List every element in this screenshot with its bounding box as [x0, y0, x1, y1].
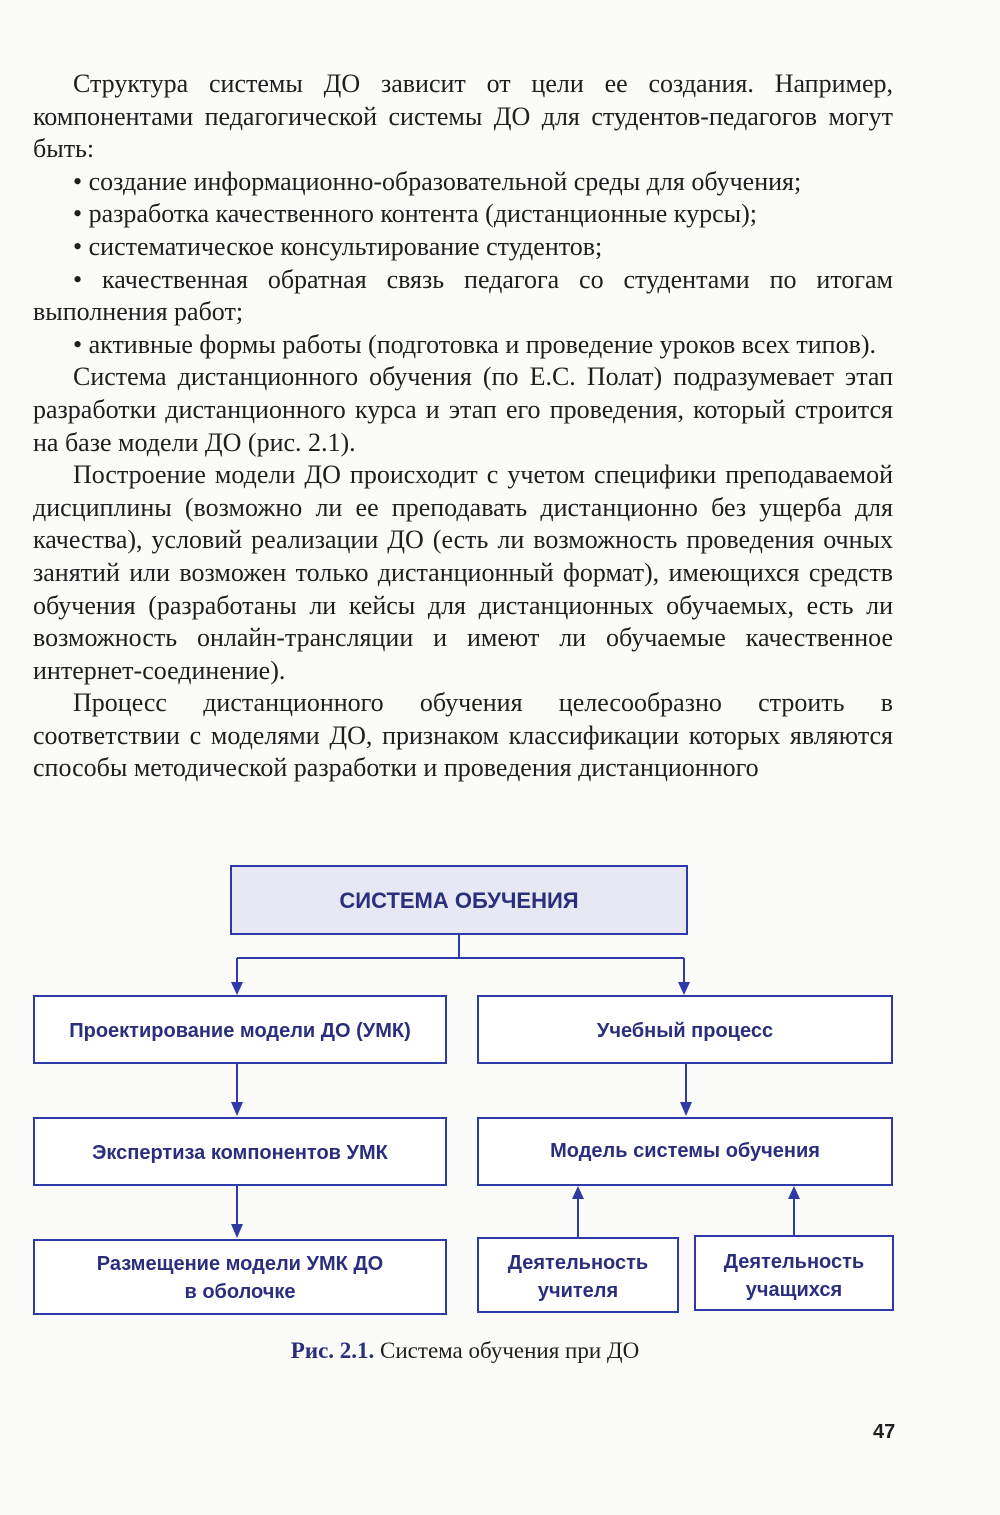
diagram-title: СИСТЕМА ОБУЧЕНИЯ	[339, 888, 579, 913]
bullet-item: • создание информационно-образовательной среды для обучения;	[33, 166, 893, 199]
label-placement-line2: в оболочке	[184, 1281, 296, 1303]
figure-caption	[0, 1338, 930, 1364]
learning-system-diagram	[0, 850, 1000, 1330]
label-expertise: Экспертиза компонентов УМК	[92, 1142, 388, 1164]
figure-caption-text: Система обучения при ДО	[380, 1338, 640, 1363]
arrow-down-icon	[231, 1102, 243, 1116]
label-teacher-line2: учителя	[537, 1280, 619, 1302]
page-number: 47	[873, 1421, 896, 1443]
arrow-up-icon	[572, 1186, 584, 1199]
label-learning-process: Учебный процесс	[596, 1020, 774, 1042]
paragraph-intro: Структура системы ДО зависит от цели ее создания. Например, компонентами педагогической системы ДО для студентов-педагогов могут быть:	[33, 69, 893, 164]
bullet-item: • разработка качественного контента (дистанционные курсы);	[33, 198, 893, 231]
body-text	[33, 68, 893, 785]
label-students-line1: Деятельность	[723, 1251, 865, 1273]
arrow-down-icon	[231, 982, 243, 995]
paragraph-polat: Система дистанционного обучения (по Е.С. Полат) подразумевает этап разработки дистанционного курса и этап его проведения, который строится на базе модели ДО (рис. 2.1).	[33, 362, 893, 457]
bullet-item: • систематическое консультирование студентов;	[33, 231, 893, 264]
bullet-item: • активные формы работы (подготовка и проведение уроков всех типов).	[33, 329, 893, 362]
label-teacher-line1: Деятельность	[507, 1252, 649, 1274]
paragraph-model-building: Построение модели ДО происходит с учетом специфики преподаваемой дисциплины (возможно ли ее преподавать дистанционно без ущерба для качества), условий реализации ДО (есть ли возможность проведения очных занятий или возможен только дистанционный формат), имеющихся средств обучения (разработаны ли кейсы для дистанционных обучаемых, есть ли возможность онлайн-трансляции и имеют ли обучаемые качественное интернет-соединение).	[33, 460, 893, 685]
label-students-line2: учащихся	[745, 1279, 843, 1301]
label-system-model: Модель системы обучения	[550, 1140, 820, 1162]
bullet-item: • качественная обратная связь педагога со студентами по итогам выполнения работ;	[33, 264, 893, 329]
paragraph-process: Процесс дистанционного обучения целесообразно строить в соответствии с моделями ДО, признаком классификации которых являются способы методической разработки и проведения дистанционного	[33, 688, 893, 783]
figure-caption-label: Рис. 2.1.	[290, 1338, 375, 1363]
arrow-down-icon	[678, 982, 690, 995]
arrow-down-icon	[231, 1224, 243, 1238]
arrow-up-icon	[788, 1186, 800, 1199]
arrow-down-icon	[680, 1102, 692, 1116]
label-design-model: Проектирование модели ДО (УМК)	[69, 1020, 411, 1042]
label-placement-line1: Размещение модели УМК ДО	[96, 1253, 384, 1275]
